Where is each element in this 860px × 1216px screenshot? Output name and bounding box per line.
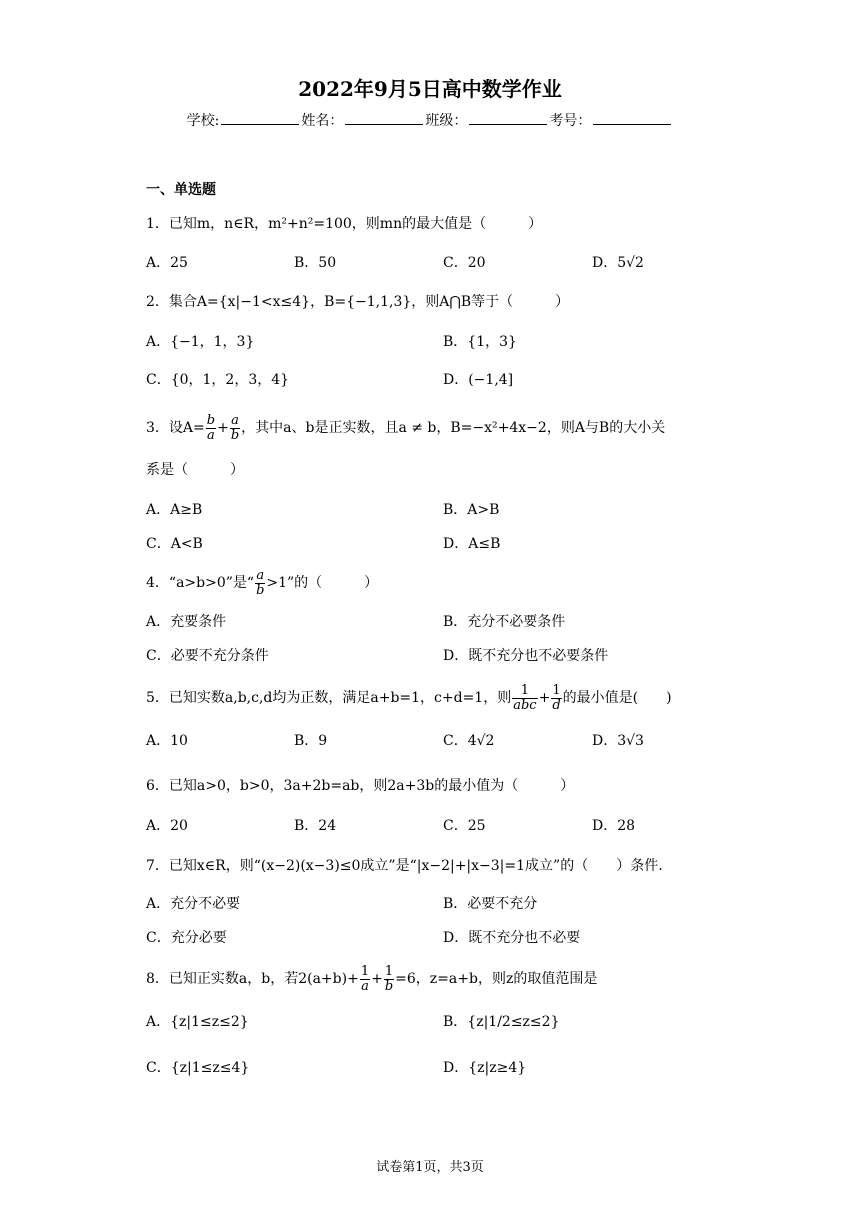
class-label: 班级： bbox=[425, 113, 468, 129]
name-blank bbox=[345, 110, 423, 125]
question-3-stem: 3．设A= $\frac{b}{a}$ + $\frac{a}{b}$ ，其中a、b是正实数，且a ≠ b，B=−x²+4x−2，则A与B的大小关 bbox=[146, 412, 666, 443]
name-label: 姓名： bbox=[301, 113, 344, 129]
question-3-stem-cont: 系是（ ） bbox=[146, 462, 244, 478]
question-1-stem: 1．已知m，n∈R，m²+n²=100，则mn的最大值是（ ） bbox=[146, 216, 543, 232]
q4-option-a: A．充要条件 bbox=[146, 614, 227, 630]
question-8-stem: 8．已知正实数a，b，若2(a+b)+ $\frac{1}{a}$ + $\frac{1}{b}$ =6，z=a+b，则z的取值范围是 bbox=[146, 963, 598, 994]
question-5-stem: 5．已知实数a,b,c,d均为正数，满足a+b=1，c+d=1，则 $\frac{1}{\text{abc}}$ + $\frac{1}{d}$ 的最小值是( ) bbox=[146, 682, 672, 713]
q3-option-d: D．A≤B bbox=[443, 536, 501, 552]
q5-option-d: D．3√3 bbox=[592, 733, 644, 749]
q1-option-a: A．25 bbox=[146, 255, 188, 271]
school-blank bbox=[221, 110, 299, 125]
fraction-1-over-a: $\frac{1}{a}$ bbox=[360, 963, 370, 994]
q3-option-b: B．A>B bbox=[443, 502, 500, 518]
q3-option-c: C．A<B bbox=[146, 536, 203, 552]
question-7-stem: 7．已知x∈R，则“(x−2)(x−3)≤0成立”是“|x−2|+|x−3|=1成立”的（ ）条件. bbox=[146, 858, 663, 874]
q5-option-a: A．10 bbox=[146, 733, 188, 749]
q6-option-b: B．24 bbox=[294, 818, 337, 834]
fraction-1-over-d: $\frac{1}{d}$ bbox=[552, 682, 561, 713]
q2-option-a: A．{−1，1，3} bbox=[146, 334, 255, 350]
school-label: 学校: bbox=[186, 113, 220, 129]
q6-option-d: D．28 bbox=[592, 818, 636, 834]
q7-option-c: C．充分必要 bbox=[146, 930, 227, 946]
q7-option-a: A．充分不必要 bbox=[146, 896, 241, 912]
fraction-b-over-a: $\frac{b}{a}$ bbox=[206, 412, 216, 443]
q5-option-c: C．4√2 bbox=[443, 733, 495, 749]
question-6-stem: 6．已知a>0，b>0，3a+2b=ab，则2a+3b的最小值为（ ） bbox=[146, 778, 575, 794]
q1-option-d: D．5√2 bbox=[592, 255, 644, 271]
student-info-line bbox=[0, 110, 860, 131]
q8-option-d: D．{z|z≥4} bbox=[443, 1060, 527, 1076]
q2-option-d: D．(−1,4] bbox=[443, 372, 514, 388]
q7-option-d: D．既不充分也不必要 bbox=[443, 930, 581, 946]
fraction-a-over-b: $\frac{a}{b}$ bbox=[256, 567, 265, 598]
question-4-stem: 4．“a>b>0”是“ $\frac{a}{b}$ >1”的（ ） bbox=[146, 567, 379, 598]
exam-no-blank bbox=[593, 110, 671, 125]
section-title: 一、单选题 bbox=[146, 182, 216, 198]
page-footer: 试卷第1页，共3页 bbox=[376, 1160, 484, 1175]
q5-option-b: B．9 bbox=[294, 733, 328, 749]
q8-option-c: C．{z|1≤z≤4} bbox=[146, 1060, 250, 1076]
q8-option-b: B．{z|1/2≤z≤2} bbox=[443, 1014, 560, 1030]
exam-no-label: 考号： bbox=[549, 113, 592, 129]
q1-option-c: C．20 bbox=[443, 255, 486, 271]
q6-option-a: A．20 bbox=[146, 818, 188, 834]
q4-option-d: D．既不充分也不必要条件 bbox=[443, 648, 609, 664]
q3-option-a: A．A≥B bbox=[146, 502, 203, 518]
question-2-stem: 2．集合A={x|−1<x≤4}，B={−1,1,3}，则A⋂B等于（ ） bbox=[146, 294, 570, 310]
document-title: 2022年9月5日高中数学作业 bbox=[298, 77, 562, 101]
class-blank bbox=[469, 110, 547, 125]
q4-option-c: C．必要不充分条件 bbox=[146, 648, 269, 664]
q8-option-a: A．{z|1≤z≤2} bbox=[146, 1014, 249, 1030]
q7-option-b: B．必要不充分 bbox=[443, 896, 538, 912]
fraction-a-over-b: $\frac{a}{b}$ bbox=[230, 412, 240, 443]
q2-option-b: B．{1，3} bbox=[443, 334, 517, 350]
q4-option-b: B．充分不必要条件 bbox=[443, 614, 566, 630]
q1-option-b: B．50 bbox=[294, 255, 337, 271]
q6-option-c: C．25 bbox=[443, 818, 486, 834]
fraction-1-over-b: $\frac{1}{b}$ bbox=[384, 963, 394, 994]
fraction-1-over-abc: $\frac{1}{\text{abc}}$ bbox=[513, 682, 537, 713]
q2-option-c: C．{0，1，2，3，4} bbox=[146, 372, 290, 388]
